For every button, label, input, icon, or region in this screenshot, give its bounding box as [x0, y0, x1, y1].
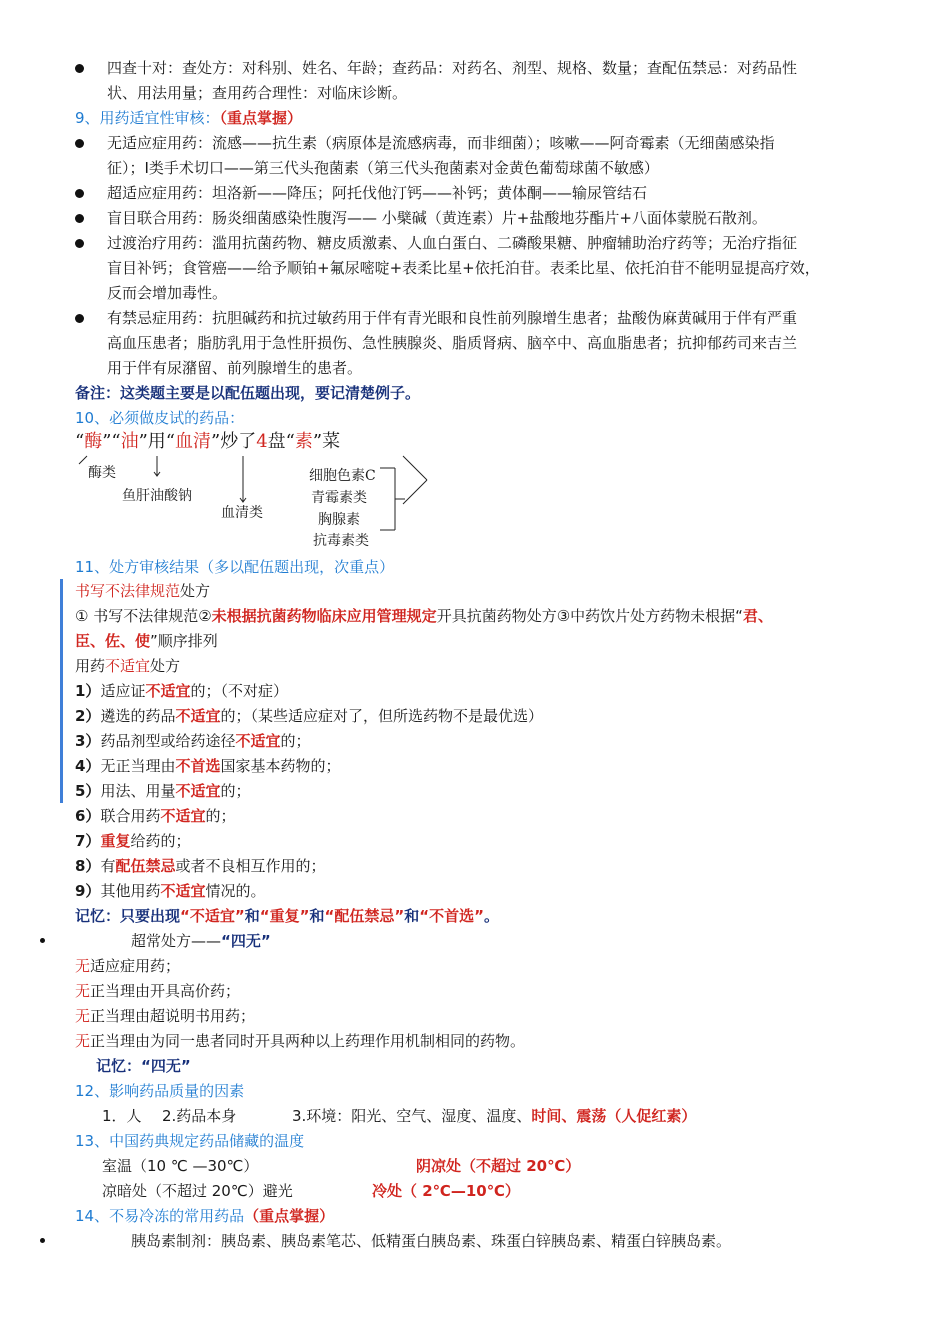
item-text: 的； [220, 782, 251, 800]
item-text: 国家基本药物的； [220, 757, 341, 775]
irregular-writing-line1 [75, 605, 773, 627]
item-highlight: 重复 [100, 832, 131, 850]
inappropriate-heading [75, 655, 180, 677]
text-fragment: 。 [483, 907, 499, 925]
text-fragment: 和 [244, 907, 260, 925]
diagram-serums: 血清类 [221, 505, 263, 521]
diagram-cytochrome-c: 细胞色素C [309, 468, 376, 484]
diagram-morrhuate: 鱼肝油酸钠 [122, 488, 192, 504]
no-highlight: 无 [75, 957, 91, 975]
item-text: 有 [100, 857, 116, 875]
memory-highlight: “重复” [259, 907, 310, 925]
item-number: 4） [75, 757, 101, 775]
contraindication-line2: 高血压患者；脂肪乳用于急性肝损伤、急性胰腺炎、脂质肾病、脑卒中、高血脂患者；抗抑郁药司来吉兰 [107, 334, 798, 352]
section-9-heading [75, 107, 302, 129]
four-nos-memory: 记忆：“四无” [96, 1057, 191, 1075]
diagram-enzymes: 酶类 [88, 465, 116, 481]
item-text: 情况的。 [205, 882, 266, 900]
zuo-shi-highlight: 臣、佐、使 [75, 632, 151, 650]
no-highlight: 无 [75, 1007, 91, 1025]
contraindication-line3: 用于伴有尿潴留、前列腺增生的患者。 [107, 359, 363, 377]
inappropriate-item-8 [75, 855, 325, 877]
inappropriate-item-2 [75, 705, 543, 727]
inappropriate-item-3 [75, 730, 310, 752]
section-14-title: 14、不易冷冻的常用药品 [75, 1207, 245, 1225]
text-fragment: 用药 [75, 657, 106, 675]
section-14-heading [75, 1205, 334, 1227]
item-text: 联合用药 [100, 807, 161, 825]
item-highlight: 不适宜 [160, 807, 206, 825]
bullet-dot [75, 214, 84, 223]
temp-cool-shade: 阴凉处（不超过 20℃） [416, 1157, 581, 1175]
section-11-memory [75, 905, 499, 927]
bullet-dot [40, 938, 45, 943]
item-text: 药品剂型或给药途径 [100, 732, 236, 750]
bullet-dot [75, 239, 84, 248]
temp-room: 室温（10 ℃ —30℃） [102, 1157, 259, 1175]
jun-chen-highlight: 君、 [742, 607, 773, 625]
section-11-title: 11、处方审核结果（多以配伍题出现，次重点） [75, 558, 395, 576]
four-nos-item-1 [75, 955, 180, 977]
diagram-penicillins: 青霉素类 [311, 490, 367, 506]
text-fragment: 和 [309, 907, 325, 925]
mnemonic-quote: “ [75, 431, 85, 452]
no-indication-line1: 无适应症用药：流感——抗生素（病原体是流感病毒，而非细菌）；咳嗽——阿奇霉素（无细菌感染指 [107, 134, 775, 152]
blind-combination-line: 盲目联合用药：肠炎细菌感染性腹泻—— 小檗碱（黄连素）片+盐酸地芬酯片+八面体蒙脱石散剂。 [107, 209, 767, 227]
item-text: 正当理由超说明书用药； [90, 1007, 256, 1025]
inappropriate-label: 不适宜 [105, 657, 151, 675]
irregular-writing-heading [75, 580, 210, 602]
bullet-dot [40, 1238, 45, 1243]
environment-highlight: 时间、震荡（人促红素） [531, 1107, 697, 1125]
factor-environment [292, 1105, 696, 1127]
bullet-dot [75, 189, 84, 198]
inappropriate-item-6 [75, 805, 235, 827]
mnemonic-enzyme: 酶 [84, 431, 103, 452]
item-highlight: 配伍禁忌 [115, 857, 176, 875]
inappropriate-item-7 [75, 830, 190, 852]
item-highlight: 不首选 [175, 757, 221, 775]
item-number: 6） [75, 807, 101, 825]
irregular-writing-line2 [75, 630, 218, 652]
quote-bar [60, 579, 63, 803]
item-highlight: 不适宜 [175, 707, 221, 725]
four-nos-item-4 [75, 1030, 525, 1052]
text-fragment: 开具抗菌药物处方③中药饮片处方药物未根据“ [436, 607, 743, 625]
item-text: 正当理由为同一患者同时开具两种以上药理作用机制相同的药物。 [90, 1032, 526, 1050]
skin-test-mnemonic [75, 430, 340, 454]
antibiotic-rule-highlight: 未根据抗菌药物临床应用管理规定 [211, 607, 437, 625]
item-number: 2） [75, 707, 101, 725]
mnemonic-serum: 血清 [175, 431, 212, 452]
heading-suffix: 处方 [180, 582, 211, 600]
mnemonic-four: 4 [256, 431, 268, 452]
text-fragment: 3.环境：阳光、空气、湿度、温度、 [292, 1107, 532, 1125]
item-text: 的；（某些适应症对了，但所选药物不是最优选） [220, 707, 543, 725]
item-text: 或者不良相互作用的； [175, 857, 326, 875]
section-9-note: 备注：这类题主要是以配伍题出现，要记清楚例子。 [75, 384, 421, 402]
mnemonic-su: 素 [294, 431, 313, 452]
abnormal-prescription-title [131, 930, 271, 952]
bullet-dot [75, 139, 84, 148]
irregular-writing-label: 书写不法律规范 [75, 582, 181, 600]
heading-suffix: 处方 [150, 657, 181, 675]
mnemonic-text: ”“ [102, 431, 121, 452]
four-nos-item-3 [75, 1005, 255, 1027]
no-indication-line2: 征）；Ⅰ类手术切口——第三代头孢菌素（第三代头孢菌素对金黄色葡萄球菌不敏感） [107, 159, 659, 177]
item-text: 适应证 [100, 682, 146, 700]
item-text: 的； [205, 807, 236, 825]
item-text: 其他用药 [100, 882, 161, 900]
item-highlight: 不适宜 [175, 782, 221, 800]
item-number: 3） [75, 732, 101, 750]
item-text: 适应症用药； [90, 957, 181, 975]
item-number: 1） [75, 682, 101, 700]
inappropriate-item-1 [75, 680, 288, 702]
section-9-title: 9、用药适宜性审核： [75, 109, 220, 127]
insulin-preparations: 胰岛素制剂：胰岛素、胰岛素笔芯、低精蛋白胰岛素、珠蛋白锌胰岛素、精蛋白锌胰岛素。 [131, 1232, 732, 1250]
section-12-title: 12、影响药品质量的因素 [75, 1082, 245, 1100]
mnemonic-oil: 油 [120, 431, 139, 452]
memory-highlight: “不首选” [419, 907, 484, 925]
factor-drug: 2.药品本身 [162, 1107, 237, 1125]
mnemonic-text: ”炒了 [211, 431, 257, 452]
temp-cold: 冷处（ 2℃—10℃） [372, 1182, 520, 1200]
bullet-dot [75, 64, 84, 73]
item-text: 给药的； [130, 832, 191, 850]
item-highlight: 不适宜 [145, 682, 191, 700]
no-highlight: 无 [75, 1032, 91, 1050]
overtreatment-line2: 盲目补钙；食管癌——给予顺铂+氟尿嘧啶+表柔比星+依托泊苷。表柔比星、依托泊苷不能明显提高疗效， [107, 259, 820, 277]
mnemonic-text: ”菜 [312, 431, 341, 452]
section-9-tag: （重点掌握） [219, 109, 303, 127]
item-text: 的； [280, 732, 311, 750]
no-highlight: 无 [75, 982, 91, 1000]
memory-highlight: “配伍禁忌” [324, 907, 405, 925]
check-rule-line2: 状、用法用量；查用药合理性：对临床诊断。 [107, 84, 408, 102]
text-fragment: 超常处方—— [131, 932, 222, 950]
diagram-antitoxins: 抗毒素类 [313, 533, 369, 549]
text-fragment: 和 [404, 907, 420, 925]
inappropriate-item-9 [75, 880, 265, 902]
item-number: 7） [75, 832, 101, 850]
check-rule-line1: 四查十对：查处方：对科别、姓名、年龄；查药品：对药名、剂型、规格、数量；查配伍禁忌：对药品性 [107, 59, 798, 77]
item-highlight: 不适宜 [235, 732, 281, 750]
bullet-dot [75, 314, 84, 323]
item-text: 的；（不对症） [190, 682, 288, 700]
four-nos-item-2 [75, 980, 240, 1002]
item-text: 用法、用量 [100, 782, 176, 800]
item-highlight: 不适宜 [160, 882, 206, 900]
item-number: 9） [75, 882, 101, 900]
item-number: 8） [75, 857, 101, 875]
section-14-tag: （重点掌握） [244, 1207, 335, 1225]
inappropriate-item-5 [75, 780, 250, 802]
section-10-title: 10、必须做皮试的药品： [75, 409, 245, 427]
item-text: 正当理由开具高价药； [90, 982, 241, 1000]
factor-people: 1．人 [102, 1107, 142, 1125]
memory-highlight: “不适宜” [180, 907, 245, 925]
off-label-line: 超适应症用药：坦洛新——降压；阿托伐他汀钙——补钙；黄体酮——输尿管结石 [107, 184, 648, 202]
overtreatment-line3: 反而会增加毒性。 [107, 284, 228, 302]
section-13-title: 13、中国药典规定药品储藏的温度 [75, 1132, 305, 1150]
mnemonic-text: ”用“ [138, 431, 176, 452]
mnemonic-text: 盘“ [267, 431, 295, 452]
inappropriate-item-4 [75, 755, 340, 777]
contraindication-line1: 有禁忌症用药：抗胆碱药和抗过敏药用于伴有青光眼和良性前列腺增生患者；盐酸伪麻黄碱用于伴有严重 [107, 309, 798, 327]
text-fragment: ① 书写不法律规范② [75, 607, 212, 625]
text-fragment: 记忆：只要出现 [75, 907, 181, 925]
text-fragment: ”顺序排列 [150, 632, 218, 650]
item-text: 遴选的药品 [100, 707, 176, 725]
item-text: 无正当理由 [100, 757, 176, 775]
item-number: 5） [75, 782, 101, 800]
temp-cool-dark: 凉暗处（不超过 20℃）避光 [102, 1182, 293, 1200]
overtreatment-line1: 过渡治疗用药：滥用抗菌药物、糖皮质激素、人血白蛋白、二磷酸果糖、肿瘤辅助治疗药等；无治疗指征 [107, 234, 798, 252]
four-nos-label: “四无” [221, 932, 271, 950]
diagram-thymosin: 胸腺素 [318, 512, 360, 528]
